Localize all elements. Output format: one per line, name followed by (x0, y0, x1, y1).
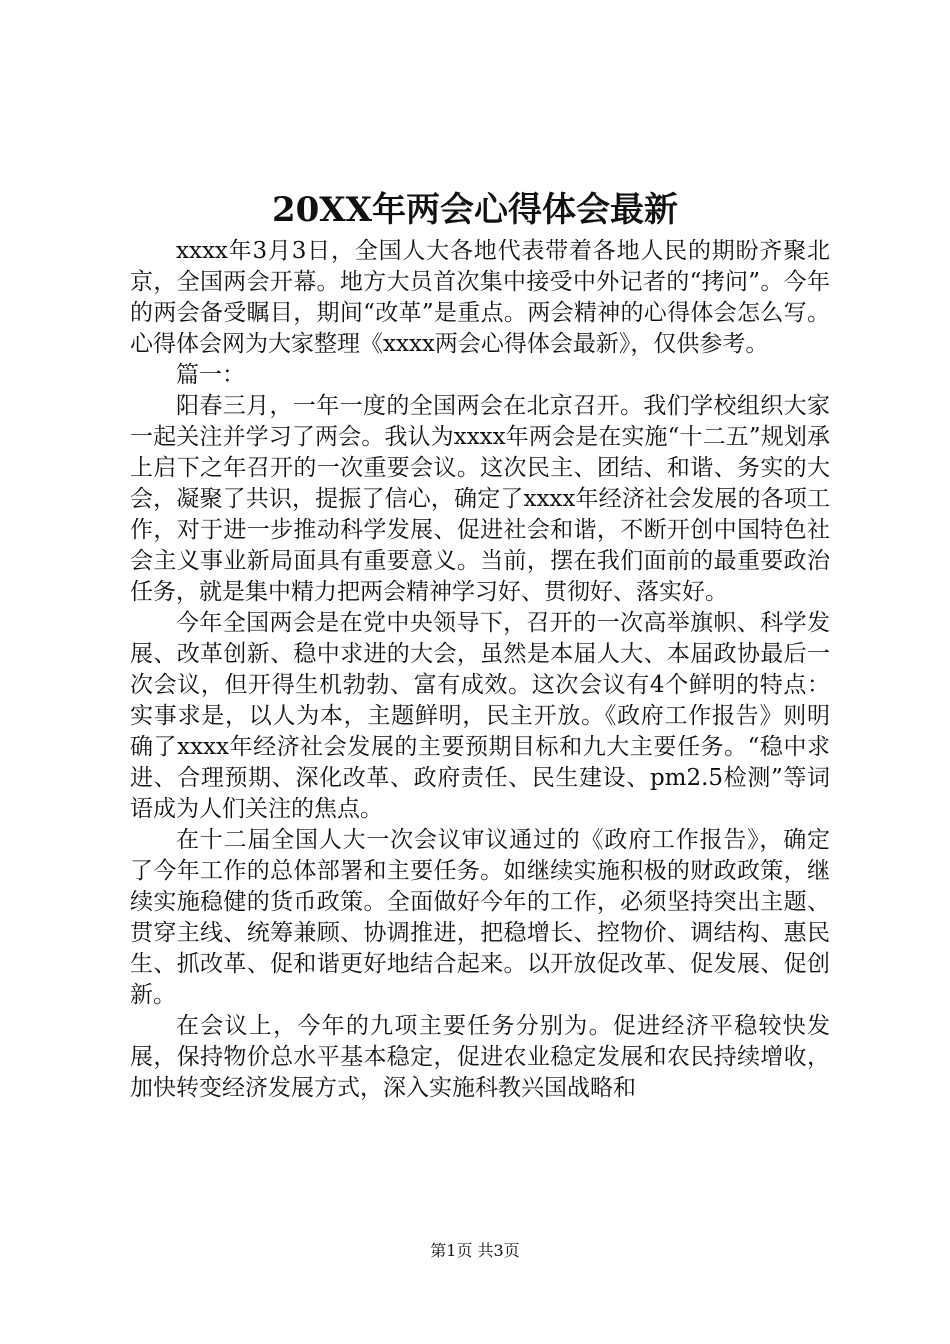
paragraph-intro: xxxx年3月3日，全国人大各地代表带着各地人民的期盼齐聚北京，全国两会开幕。地方大员首次集中接受中外记者的“拷问”。今年的两会备受瞩目，期间“改革”是重点。两会精神的心得体会怎么写。心得体会网为大家整理《xxxx两会心得体会最新》，仅供参考。 (130, 238, 830, 357)
page-footer: 第1页 共3页 (430, 1241, 520, 1260)
paragraph-3: 在十二届全国人大一次会议审议通过的《政府工作报告》，确定了今年工作的总体部署和主要任务。如继续实施积极的财政政策，继续实施稳健的货币政策。全面做好今年的工作，必须坚持突出主题、贯穿主线、统筹兼顾、协调推进，把稳增长、控物价、调结构、惠民生、抓改革、促和谐更好地结合起来。以开放促改革、促发展、促创新。 (130, 827, 830, 1008)
paragraph-4: 在会议上，今年的九项主要任务分别为。促进经济平稳较快发展，保持物价总水平基本稳定，促进农业稳定发展和农民持续增收，加快转变经济发展方式，深入实施科教兴国战略和 (130, 1013, 830, 1101)
paragraph-2: 今年全国两会是在党中央领导下，召开的一次高举旗帜、科学发展、改革创新、稳中求进的大会，虽然是本届人大、本届政协最后一次会议，但开得生机勃勃、富有成效。这次会议有4个鲜明的特点：实事求是，以人为本，主题鲜明，民主开放。《政府工作报告》则明确了xxxx年经济社会发展的主要预期目标和九大主要任务。“稳中求进、合理预期、深化改革、政府责任、民生建设、pm2.5检测”等词语成为人们关注的焦点。 (130, 610, 830, 822)
document-body (130, 236, 830, 1104)
paragraph-1: 阳春三月，一年一度的全国两会在北京召开。我们学校组织大家一起关注并学习了两会。我认为xxxx年两会是在实施“十二五”规划承上启下之年召开的一次重要会议。这次民主、团结、和谐、务实的大会，凝聚了共识，提振了信心，确定了xxxx年经济社会发展的各项工作，对于进一步推动科学发展、促进社会和谐，不断开创中国特色社会主义事业新局面具有重要意义。当前，摆在我们面前的最重要政治任务，就是集中精力把两会精神学习好、贯彻好、落实好。 (130, 393, 830, 605)
document-title: 20XX年两会心得体会最新 (271, 190, 679, 230)
paragraph-section-heading: 篇一： (176, 362, 245, 388)
